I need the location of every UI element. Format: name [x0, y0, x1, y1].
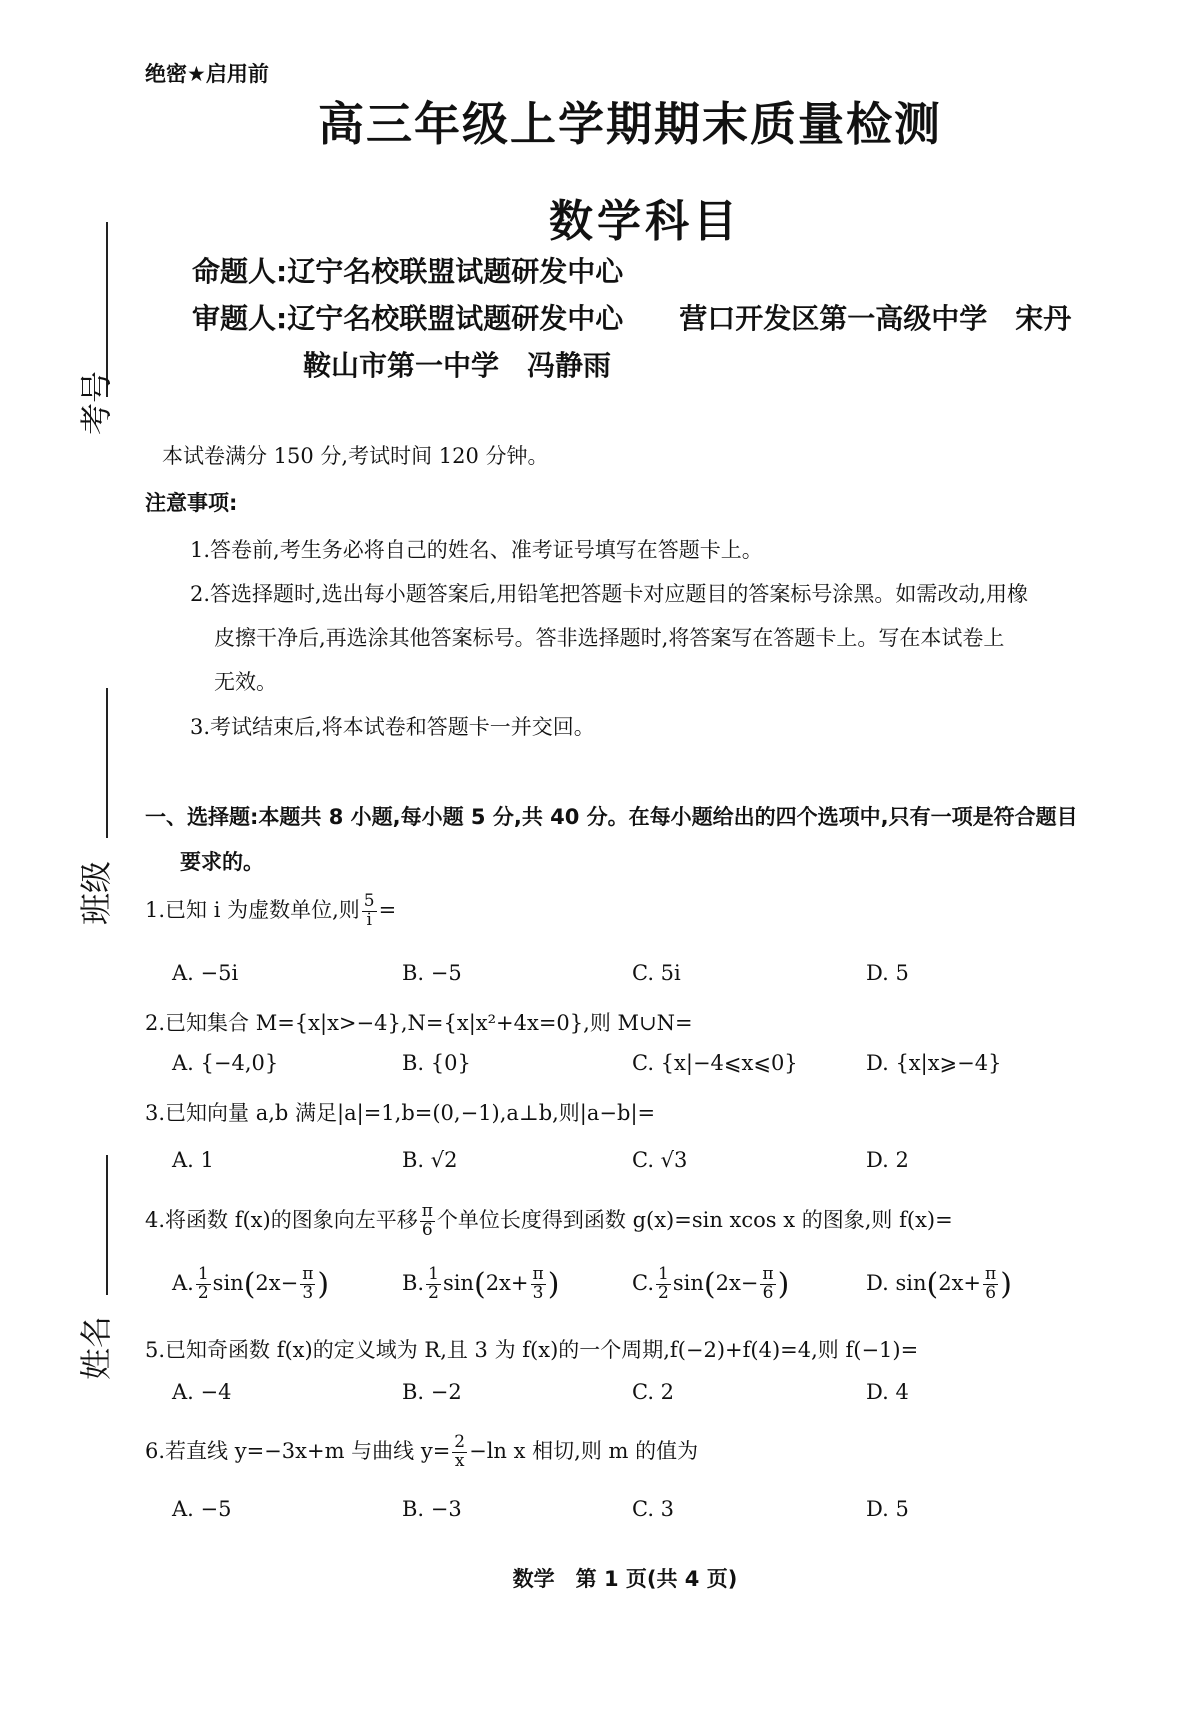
q1-option-c: C. 5i — [632, 961, 681, 985]
question-2: 2.已知集合 M={x|x>−4},N={x|x²+4x=0},则 M∪N= — [145, 1011, 693, 1035]
class-blank-line — [106, 688, 108, 838]
section-heading: 一、选择题:本题共 8 小题,每小题 5 分,共 40 分。在每小题给出的四个选项中,只有一项是符合题目 — [145, 805, 1078, 829]
notice-heading: 注意事项: — [145, 491, 238, 515]
notice-item-2-cont: 皮擦干净后,再选涂其他答案标号。答非选择题时,将答案写在答题卡上。写在本试卷上 — [214, 626, 1005, 650]
name-blank-line — [106, 1155, 108, 1295]
q6-option-b: B. −3 — [402, 1497, 462, 1521]
setter-line: 命题人:辽宁名校联盟试题研发中心 — [192, 255, 624, 288]
q5-option-d: D. 4 — [866, 1380, 909, 1404]
q4-option-d: D. sin(2x+ $\frac{\pi}{6}$ ) — [866, 1264, 1012, 1303]
question-4: 4.将函数 f(x)的图象向左平移 $\frac{\pi}{6}$ 个单位长度得到函数 g(x)=sin xcos x 的图象,则 f(x)= — [145, 1201, 953, 1240]
reviewer-line: 审题人:辽宁名校联盟试题研发中心 营口开发区第一高级中学 宋丹 — [192, 302, 1072, 335]
exam-no-label: 考号 — [77, 370, 116, 436]
q2-option-b: B. {0} — [402, 1051, 471, 1075]
subject-title: 数学科目 — [549, 196, 741, 247]
notice-item-2-cont2: 无效。 — [214, 670, 277, 694]
question-1-text: 1.已知 i 为虚数单位,则 — [145, 897, 360, 922]
question-6-fraction: $\frac{2}{x}$ — [454, 1432, 466, 1471]
q5-option-c: C. 2 — [632, 1380, 675, 1404]
question-5: 5.已知奇函数 f(x)的定义域为 R,且 3 为 f(x)的一个周期,f(−2)+f(4)=4,则 f(−1)= — [145, 1338, 919, 1362]
q6-option-a: A. −5 — [172, 1497, 232, 1521]
notice-item-3: 3.考试结束后,将本试卷和答题卡一并交回。 — [190, 715, 595, 739]
q4-option-c: C. $\frac{1}{2}$ sin(2x− $\frac{\pi}{6}$ ) — [632, 1264, 790, 1303]
exam-info: 本试卷满分 150 分,考试时间 120 分钟。 — [162, 444, 549, 468]
question-4-text: 4.将函数 f(x)的图象向左平移 — [145, 1207, 418, 1232]
q2-option-d: D. {x|x⩾−4} — [866, 1051, 1002, 1075]
question-1-fraction: $\frac{5}{i}$ — [363, 891, 375, 930]
q1-option-a: A. −5i — [172, 961, 239, 985]
q4-option-b: B. $\frac{1}{2}$ sin(2x+ $\frac{\pi}{3}$ ) — [402, 1264, 560, 1303]
exam-title: 高三年级上学期期末质量检测 — [318, 97, 942, 151]
q6-option-c: C. 3 — [632, 1497, 675, 1521]
section-heading-cont: 要求的。 — [180, 850, 264, 874]
name-label: 姓名 — [77, 1315, 116, 1381]
reviewer-line-2: 鞍山市第一中学 冯静雨 — [303, 349, 612, 382]
q3-option-b: B. √2 — [402, 1148, 458, 1172]
notice-item-1: 1.答卷前,考生务必将自己的姓名、准考证号填写在答题卡上。 — [190, 538, 763, 562]
q3-option-d: D. 2 — [866, 1148, 909, 1172]
question-4-fraction: $\frac{\pi}{6}$ — [421, 1201, 433, 1240]
q4-option-a: A. $\frac{1}{2}$ sin(2x− $\frac{\pi}{3}$ ) — [172, 1264, 330, 1303]
question-1: 1.已知 i 为虚数单位,则 $\frac{5}{i}$ = — [145, 891, 397, 930]
q2-option-c: C. {x|−4⩽x⩽0} — [632, 1051, 798, 1075]
question-6: 6.若直线 y=−3x+m 与曲线 y= $\frac{2}{x}$ −ln x 相切,则 m 的值为 — [145, 1432, 699, 1471]
question-3: 3.已知向量 a,b 满足|a|=1,b=(0,−1),a⊥b,则|a−b|= — [145, 1101, 656, 1125]
page-footer: 数学 第 1 页(共 4 页) — [512, 1567, 738, 1591]
confidential-mark: 绝密★启用前 — [145, 62, 269, 86]
question-6-text: 6.若直线 y=−3x+m 与曲线 y= — [145, 1438, 451, 1463]
q1-option-d: D. 5 — [866, 961, 909, 985]
q5-option-b: B. −2 — [402, 1380, 462, 1404]
q3-option-c: C. √3 — [632, 1148, 688, 1172]
class-label: 班级 — [77, 860, 116, 926]
notice-item-2: 2.答选择题时,选出每小题答案后,用铅笔把答题卡对应题目的答案标号涂黑。如需改动,用橡 — [190, 582, 1029, 606]
q6-option-d: D. 5 — [866, 1497, 909, 1521]
q5-option-a: A. −4 — [172, 1380, 232, 1404]
q1-option-b: B. −5 — [402, 961, 462, 985]
q3-option-a: A. 1 — [172, 1148, 214, 1172]
q2-option-a: A. {−4,0} — [172, 1051, 279, 1075]
